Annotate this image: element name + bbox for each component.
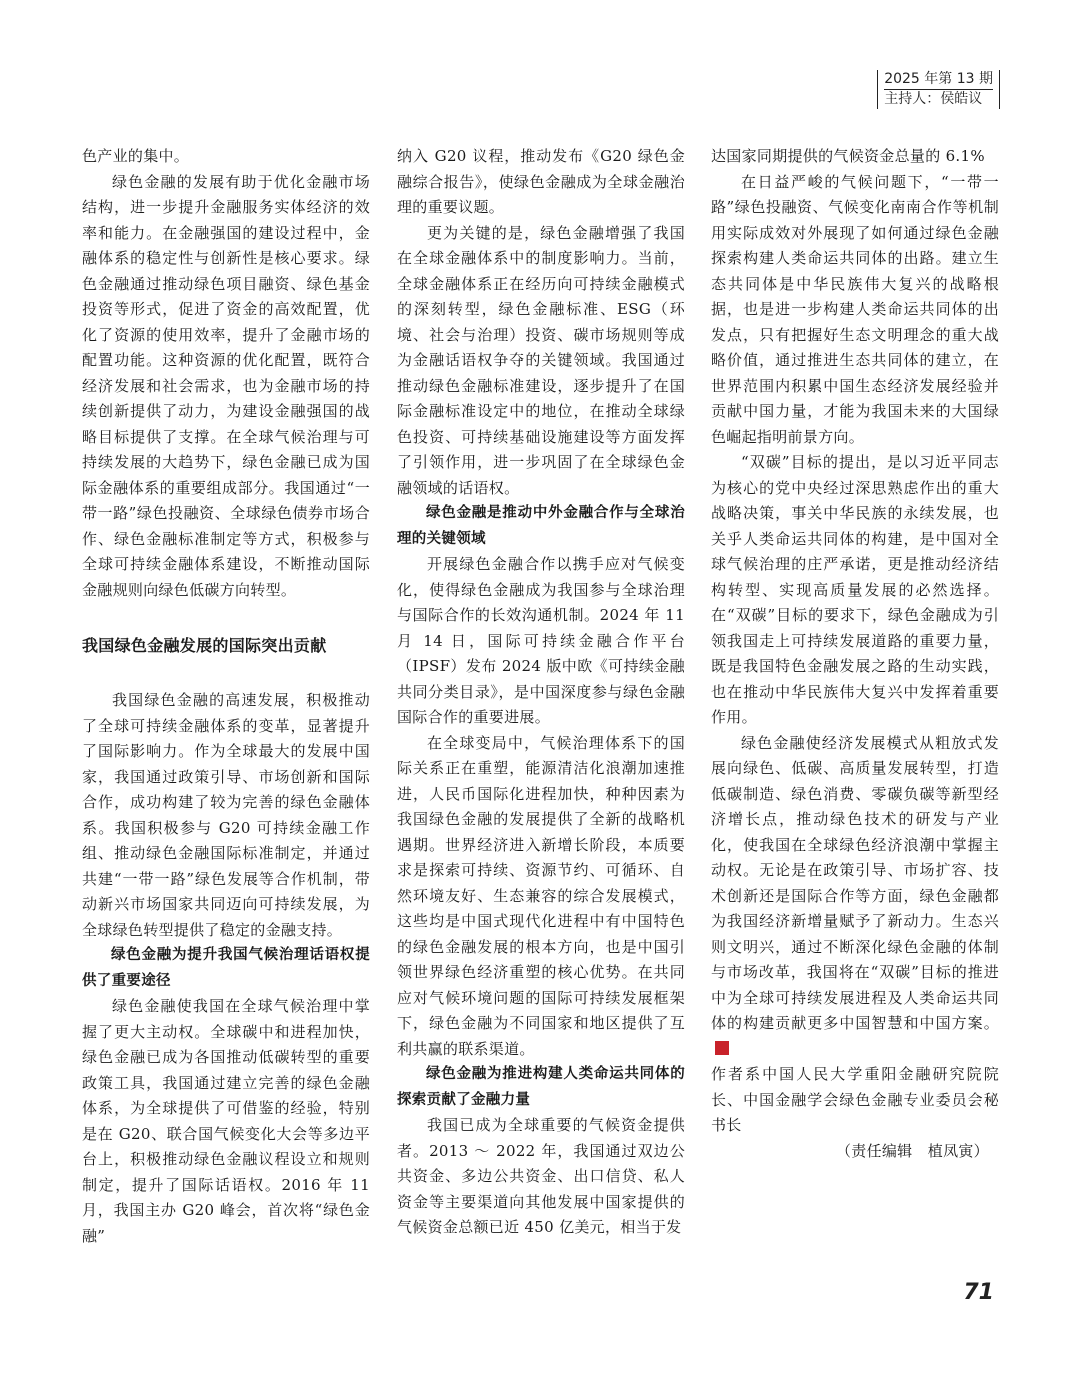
page-number: 71 [963,1280,994,1305]
paragraph: 纳入 G20 议程，推动发布《G20 绿色金融综合报告》，使绿色金融成为全球金融治理的重要议题。 [397,147,685,216]
editor-credit: （责任编辑 植凤寅） [835,1141,989,1160]
host-label: 主持人：侯皓议 [884,89,993,109]
end-mark-icon [715,1041,729,1055]
paragraph: 在全球变局中，气候治理体系下的国际关系正在重塑，能源清洁化浪潮加速推进，人民币国际化进程加快，种种因素为我国绿色金融的发展提供了全新的战略机遇期。世界经济进入新增长阶段，本质要求是探索可持续、资源节约、可循环、自然环境友好、生态兼容的综合发展模式，这些均是中国式现代化进程中有中国特色的绿色金融发展的根本方向，也是中国引领世界绿色经济重塑的核心优势。在共同应对气候环境问题的国际可持续发展框架下，绿色金融为不同国家和地区提供了互利共赢的联系渠道。 [397,733,685,1058]
paragraph: 我国已成为全球重要的气候资金提供者。2013 ～ 2022 年，我国通过双边公共资金、多边公共资金、出口信贷、私人资金等主要渠道向其他发展中国家提供的气候资金总额已近 450 亿美元，相当于发 [397,1116,685,1236]
column-3 [711,144,999,1164]
paragraph: 更为关键的是，绿色金融增强了我国在全球金融体系中的制度影响力。当前，全球金融体系正在经历向可持续金融模式的深刻转型，绿色金融标准、ESG（环境、社会与治理）投资、碳市场规则等成为金融话语权争夺的关键领域。我国通过推动绿色金融标准建设，逐步提升了在国际金融标准设定中的地位，在推动全球绿色投资、可持续基础设施建设等方面发挥了引领作用，进一步巩固了在全球绿色金融领域的话语权。 [397,223,685,497]
paragraph: 达国家同期提供的气候资金总量的 6.1% [711,147,985,165]
paragraph-final [711,731,999,1063]
paragraph: 开展绿色金融合作以携手应对气候变化，使得绿色金融成为我国参与全球治理与国际合作的长效沟通机制。2024 年 11 月 14 日，国际可持续金融合作平台（IPSF）发布 2024 版中欧《可持续金融共同分类目录》，是中国深度参与绿色金融国际合作的重要进展。 [397,555,685,726]
paragraph: 我国绿色金融的高速发展，积极推动了全球可持续金融体系的变革，显著提升了国际影响力。作为全球最大的发展中国家，我国通过政策引导、市场创新和国际合作，成功构建了较为完善的绿色金融体系。我国积极参与 G20 可持续金融工作组、推动绿色金融国际标准制定，并通过共建“一带一路”绿色发展等合作机制，带动新兴市场国家共同迈向可持续发展，为全球绿色转型提供了稳定的金融支持。 [82,691,370,939]
section-heading: 我国绿色金融发展的国际突出贡献 [82,636,327,655]
column-1 [82,144,370,1249]
issue-label: 2025 年第 13 期 [884,71,993,87]
subheading: 绿色金融为提升我国气候治理话语权提供了重要途径 [82,947,370,989]
paragraph: “双碳”目标的提出，是以习近平同志为核心的党中央经过深思熟虑作出的重大战略决策，事关中华民族的永续发展，也关乎人类命运共同体的构建，是中国对全球气候治理的庄严承诺，更是推动经济结构转型、实现高质量发展的必然选择。在“双碳”目标的要求下，绿色金融成为引领我国走上可持续发展道路的重要力量，既是我国特色金融发展之路的生动实践，也在推动中华民族伟大复兴中发挥着重要作用。 [711,453,999,726]
issue-header [877,70,1000,109]
paragraph: 色产业的集中。 [82,147,190,165]
subheading: 绿色金融为推进构建人类命运共同体的探索贡献了金融力量 [397,1066,685,1108]
column-2 [397,144,685,1241]
subheading: 绿色金融是推动中外金融合作与全球治理的关键领域 [397,505,685,547]
author-note: 作者系中国人民大学重阳金融研究院院长、中国金融学会绿色金融专业委员会秘书长 [711,1065,999,1134]
paragraph-final-text: 绿色金融使经济发展模式从粗放式发展向绿色、低碳、高质量发展转型，打造低碳制造、绿色消费、零碳负碳等新型经济增长点，推动绿色技术的研发与产业化，使我国在全球绿色经济浪潮中掌握主动权。无论是在政策引导、市场扩容、技术创新还是国际合作等方面，绿色金融都为我国经济新增量赋予了新动力。生态兴则文明兴，通过不断深化绿色金融的体制与市场改革，我国将在“双碳”目标的推进中为全球可持续发展进程及人类命运共同体的构建贡献更多中国智慧和中国方案。 [711,733,999,1032]
paragraph: 绿色金融使我国在全球气候治理中掌握了更大主动权。全球碳中和进程加快，绿色金融已成为各国推动低碳转型的重要政策工具，我国通过建立完善的绿色金融体系，为全球提供了可借鉴的经验，特别是在 G20、联合国气候变化大会等多边平台上，积极推动绿色金融议程设立和规则制定，提升了国际话语权。2016 年 11 月，我国主办 G20 峰会，首次将“绿色金融” [82,997,370,1245]
paragraph: 绿色金融的发展有助于优化金融市场结构，进一步提升金融服务实体经济的效率和能力。在金融强国的建设过程中，金融体系的稳定性与创新性是核心要求。绿色金融通过推动绿色项目融资、绿色基金投资等形式，促进了资金的高效配置，优化了资源的使用效率，提升了金融市场的配置功能。这种资源的优化配置，既符合经济发展和社会需求，也为金融市场的持续创新提供了动力，为建设金融强国的战略目标提供了支撑。在全球气候治理与可持续发展的大趋势下，绿色金融已成为国际金融体系的重要组成部分。我国通过“一带一路”绿色投融资、全球绿色债券市场合作、绿色金融标准制定等方式，积极参与全球可持续金融体系建设，不断推动国际金融规则向绿色低碳方向转型。 [82,172,370,599]
paragraph: 在日益严峻的气候问题下，“一带一路”绿色投融资、气候变化南南合作等机制用实际成效对外展现了如何通过绿色金融探索构建人类命运共同体的出路。建立生态共同体是中华民族伟大复兴的战略根据，也是进一步构建人类命运共同体的出发点，只有把握好生态文明理念的重大战略价值，通过推进生态共同体的建立，在世界范围内积累中国生态经济发展经验并贡献中国力量，才能为我国未来的大国绿色崛起指明前景方向。 [711,172,999,446]
